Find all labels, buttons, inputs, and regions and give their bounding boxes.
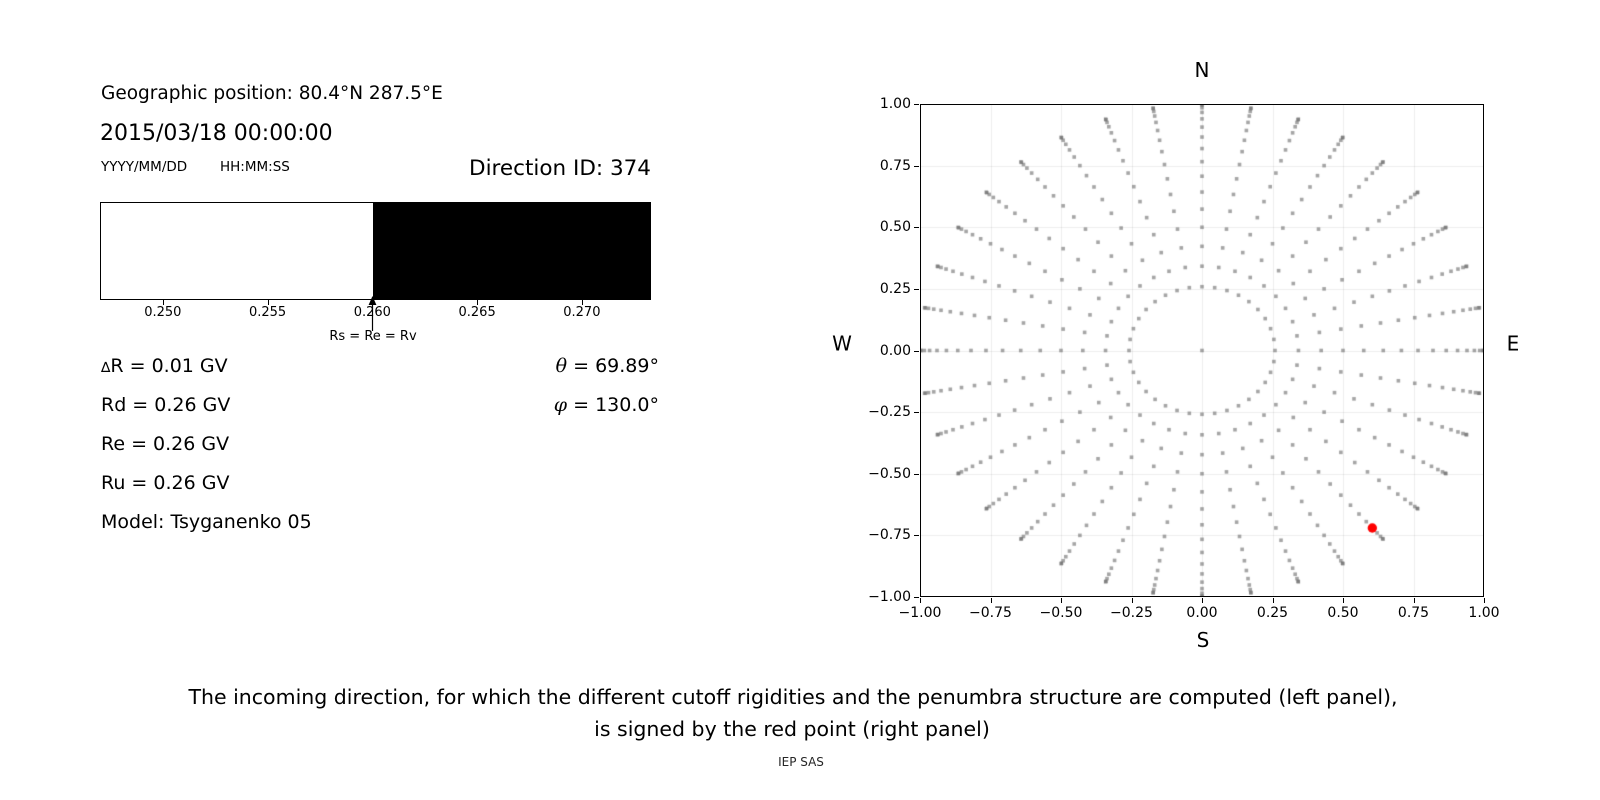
south-label: S — [1196, 628, 1210, 652]
y-tick-label: 0.00 — [879, 342, 911, 359]
y-tick-label: 0.75 — [879, 157, 911, 174]
direction-map-canvas — [920, 104, 1484, 597]
x-tick-label: −0.75 — [969, 605, 1012, 621]
penumbra-tick-label: 0.255 — [248, 305, 287, 320]
caption-line-1: The incoming direction, for which the different cutoff rigidities and the penumbra structure are computed (left panel), — [188, 685, 1398, 709]
rs-annotation-label: Rs = Re = Rv — [329, 329, 417, 344]
y-tick-mark — [914, 227, 919, 228]
date-format-label: YYYY/MM/DD — [101, 159, 188, 175]
x-tick-mark — [1202, 598, 1203, 603]
penumbra-tick-label: 0.250 — [144, 305, 182, 320]
x-tick-label: 0.50 — [1327, 605, 1359, 621]
x-tick-label: 0.00 — [1186, 605, 1218, 621]
x-tick-mark — [1061, 598, 1062, 603]
delta-symbol: ∆ — [101, 360, 111, 376]
y-tick-label: 0.50 — [879, 219, 911, 236]
y-tick-mark — [914, 474, 919, 475]
x-tick-mark — [1343, 598, 1344, 603]
ru-value: Ru = 0.26 GV — [101, 472, 230, 494]
east-label: E — [1506, 331, 1520, 356]
x-tick-label: 0.25 — [1256, 605, 1289, 621]
direction-id-text: Direction ID: 374 — [469, 156, 651, 181]
y-tick-label: 1.00 — [879, 95, 911, 112]
model-text: Model: Tsyganenko 05 — [101, 511, 312, 533]
y-tick-mark — [914, 351, 919, 352]
y-tick-mark — [914, 535, 919, 536]
y-tick-label: −0.25 — [868, 404, 911, 421]
phi-value: φ = 130.0° — [553, 394, 659, 416]
x-tick-mark — [920, 598, 921, 603]
re-value: Re = 0.26 GV — [101, 433, 230, 455]
theta-value: θ = 69.89° — [555, 355, 659, 377]
penumbra-tick-label: 0.265 — [458, 305, 496, 320]
x-tick-label: −0.50 — [1039, 605, 1083, 621]
theta-symbol: θ — [555, 355, 568, 377]
x-axis-ticks — [898, 597, 1500, 633]
x-tick-mark — [1484, 598, 1485, 603]
x-tick-label: 0.75 — [1397, 605, 1430, 621]
time-format-label: HH:MM:SS — [220, 159, 290, 175]
west-label: W — [832, 331, 852, 356]
geo-position-text: Geographic position: 80.4°N 287.5°E — [101, 83, 443, 104]
rd-value: Rd = 0.26 GV — [101, 394, 231, 416]
phi-symbol: φ — [553, 394, 568, 416]
y-tick-label: −1.00 — [868, 588, 911, 605]
x-tick-mark — [991, 598, 992, 603]
x-tick-label: 1.00 — [1468, 605, 1500, 621]
x-tick-mark — [1132, 598, 1133, 603]
y-tick-label: −0.75 — [868, 527, 911, 544]
datetime-text: 2015/03/18 00:00:00 — [100, 121, 333, 146]
y-tick-mark — [914, 597, 919, 598]
delta-r-value: ∆R = 0.01 GV — [101, 355, 228, 377]
x-tick-label: −0.25 — [1110, 605, 1153, 621]
penumbra-tick-label: 0.270 — [563, 305, 601, 320]
penumbra-tick-label: 0.260 — [353, 305, 391, 320]
y-tick-mark — [914, 166, 919, 167]
north-label: N — [1194, 58, 1210, 82]
x-tick-label: −1.00 — [898, 605, 942, 621]
x-tick-mark — [1273, 598, 1274, 603]
y-tick-mark — [914, 412, 919, 413]
y-tick-label: 0.25 — [879, 280, 911, 297]
credit-text: IEP SAS — [778, 755, 824, 769]
y-tick-label: −0.50 — [868, 465, 911, 482]
caption-line-2: is signed by the red point (right panel) — [594, 717, 990, 741]
x-tick-mark — [1414, 598, 1415, 603]
y-axis-ticks — [0, 95, 920, 605]
y-tick-mark — [914, 289, 919, 290]
y-tick-mark — [914, 104, 919, 105]
